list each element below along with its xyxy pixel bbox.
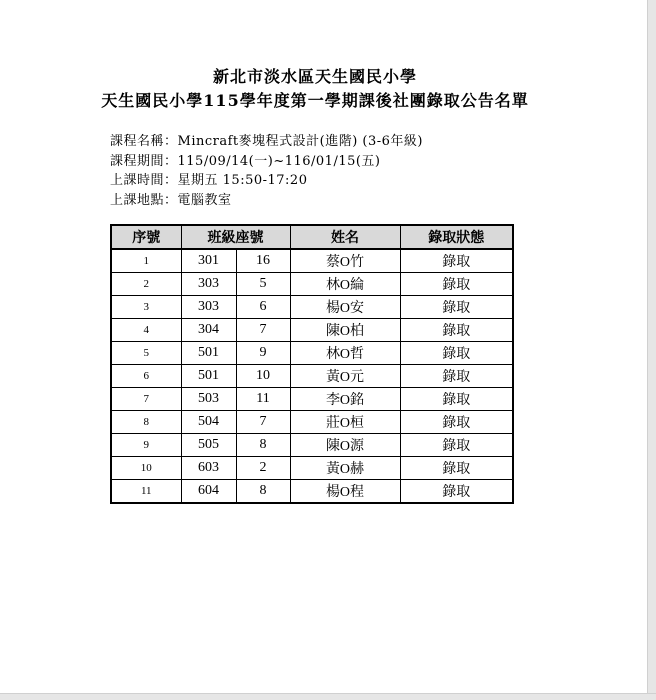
cell-no: 8	[111, 411, 181, 434]
cell-name: 蔡O竹	[290, 249, 400, 273]
header-no: 序號	[111, 225, 181, 249]
cell-no: 6	[111, 365, 181, 388]
table-row	[111, 296, 513, 319]
cell-seat: 7	[236, 411, 290, 434]
cell-seat: 9	[236, 342, 290, 365]
table-row	[111, 480, 513, 504]
cell-seat: 5	[236, 273, 290, 296]
table-row	[111, 365, 513, 388]
cell-seat: 2	[236, 457, 290, 480]
cell-no: 2	[111, 273, 181, 296]
header-class-seat: 班級座號	[181, 225, 290, 249]
cell-seat: 7	[236, 319, 290, 342]
course-name-label: 課程名稱：	[110, 134, 178, 149]
page-edge-right	[647, 0, 656, 700]
cell-status: 錄取	[400, 388, 513, 411]
admission-table	[110, 224, 514, 504]
cell-name: 莊O桓	[290, 411, 400, 434]
cell-name: 林O哲	[290, 342, 400, 365]
cell-status: 錄取	[400, 319, 513, 342]
class-time-label: 上課時間：	[110, 173, 178, 188]
table-row	[111, 388, 513, 411]
cell-no: 4	[111, 319, 181, 342]
course-name-value: Mincraft麥塊程式設計(進階) (3-6年級)	[177, 134, 423, 149]
table-row	[111, 457, 513, 480]
cell-status: 錄取	[400, 457, 513, 480]
cell-class: 603	[181, 457, 236, 480]
cell-seat: 10	[236, 365, 290, 388]
cell-seat: 16	[236, 249, 290, 273]
class-time-value: 星期五 15:50-17:20	[177, 173, 308, 188]
table-row	[111, 273, 513, 296]
course-period-label: 課程期間：	[110, 153, 178, 169]
course-period-row	[110, 152, 423, 172]
cell-name: 楊O程	[290, 480, 400, 504]
cell-seat: 8	[236, 480, 290, 504]
cell-status: 錄取	[400, 296, 513, 319]
class-time-row	[110, 171, 423, 191]
cell-status: 錄取	[400, 411, 513, 434]
cell-status: 錄取	[400, 273, 513, 296]
cell-no: 1	[111, 249, 181, 273]
header-status: 錄取狀態	[400, 225, 513, 249]
course-name-row	[110, 132, 423, 152]
cell-seat: 11	[236, 388, 290, 411]
cell-status: 錄取	[400, 365, 513, 388]
cell-class: 503	[181, 388, 236, 411]
page-edge-bottom	[0, 693, 656, 700]
cell-seat: 6	[236, 296, 290, 319]
cell-status: 錄取	[400, 480, 513, 504]
table-row	[111, 249, 513, 273]
cell-name: 楊O安	[290, 296, 400, 319]
cell-class: 505	[181, 434, 236, 457]
cell-no: 10	[111, 457, 181, 480]
class-location-row	[110, 191, 423, 211]
table-body	[111, 249, 513, 503]
school-name: 新北市淡水區天生國民小學	[212, 67, 417, 86]
table-header-row	[111, 225, 513, 249]
class-location-label: 上課地點：	[110, 192, 178, 208]
class-location-value: 電腦教室	[177, 192, 232, 208]
cell-seat: 8	[236, 434, 290, 457]
cell-no: 9	[111, 434, 181, 457]
cell-class: 301	[181, 249, 236, 273]
cell-no: 7	[111, 388, 181, 411]
table-row	[111, 342, 513, 365]
table-row	[111, 411, 513, 434]
cell-class: 604	[181, 480, 236, 504]
course-info	[110, 132, 423, 210]
cell-class: 504	[181, 411, 236, 434]
cell-name: 林O綸	[290, 273, 400, 296]
table-row	[111, 434, 513, 457]
cell-name: 陳O柏	[290, 319, 400, 342]
cell-status: 錄取	[400, 249, 513, 273]
document-title: 天生國民小學115學年度第一學期課後社團錄取公告名單	[101, 91, 529, 110]
cell-name: 陳O源	[290, 434, 400, 457]
cell-no: 5	[111, 342, 181, 365]
cell-class: 303	[181, 296, 236, 319]
cell-name: 李O銘	[290, 388, 400, 411]
cell-status: 錄取	[400, 342, 513, 365]
cell-no: 3	[111, 296, 181, 319]
cell-class: 303	[181, 273, 236, 296]
cell-name: 黃O赫	[290, 457, 400, 480]
header-name: 姓名	[290, 225, 400, 249]
table-row	[111, 319, 513, 342]
course-period-value: 115/09/14(一)~116/01/15(五)	[177, 153, 381, 169]
cell-class: 501	[181, 342, 236, 365]
cell-status: 錄取	[400, 434, 513, 457]
cell-name: 黃O元	[290, 365, 400, 388]
cell-no: 11	[111, 480, 181, 504]
cell-class: 304	[181, 319, 236, 342]
cell-class: 501	[181, 365, 236, 388]
